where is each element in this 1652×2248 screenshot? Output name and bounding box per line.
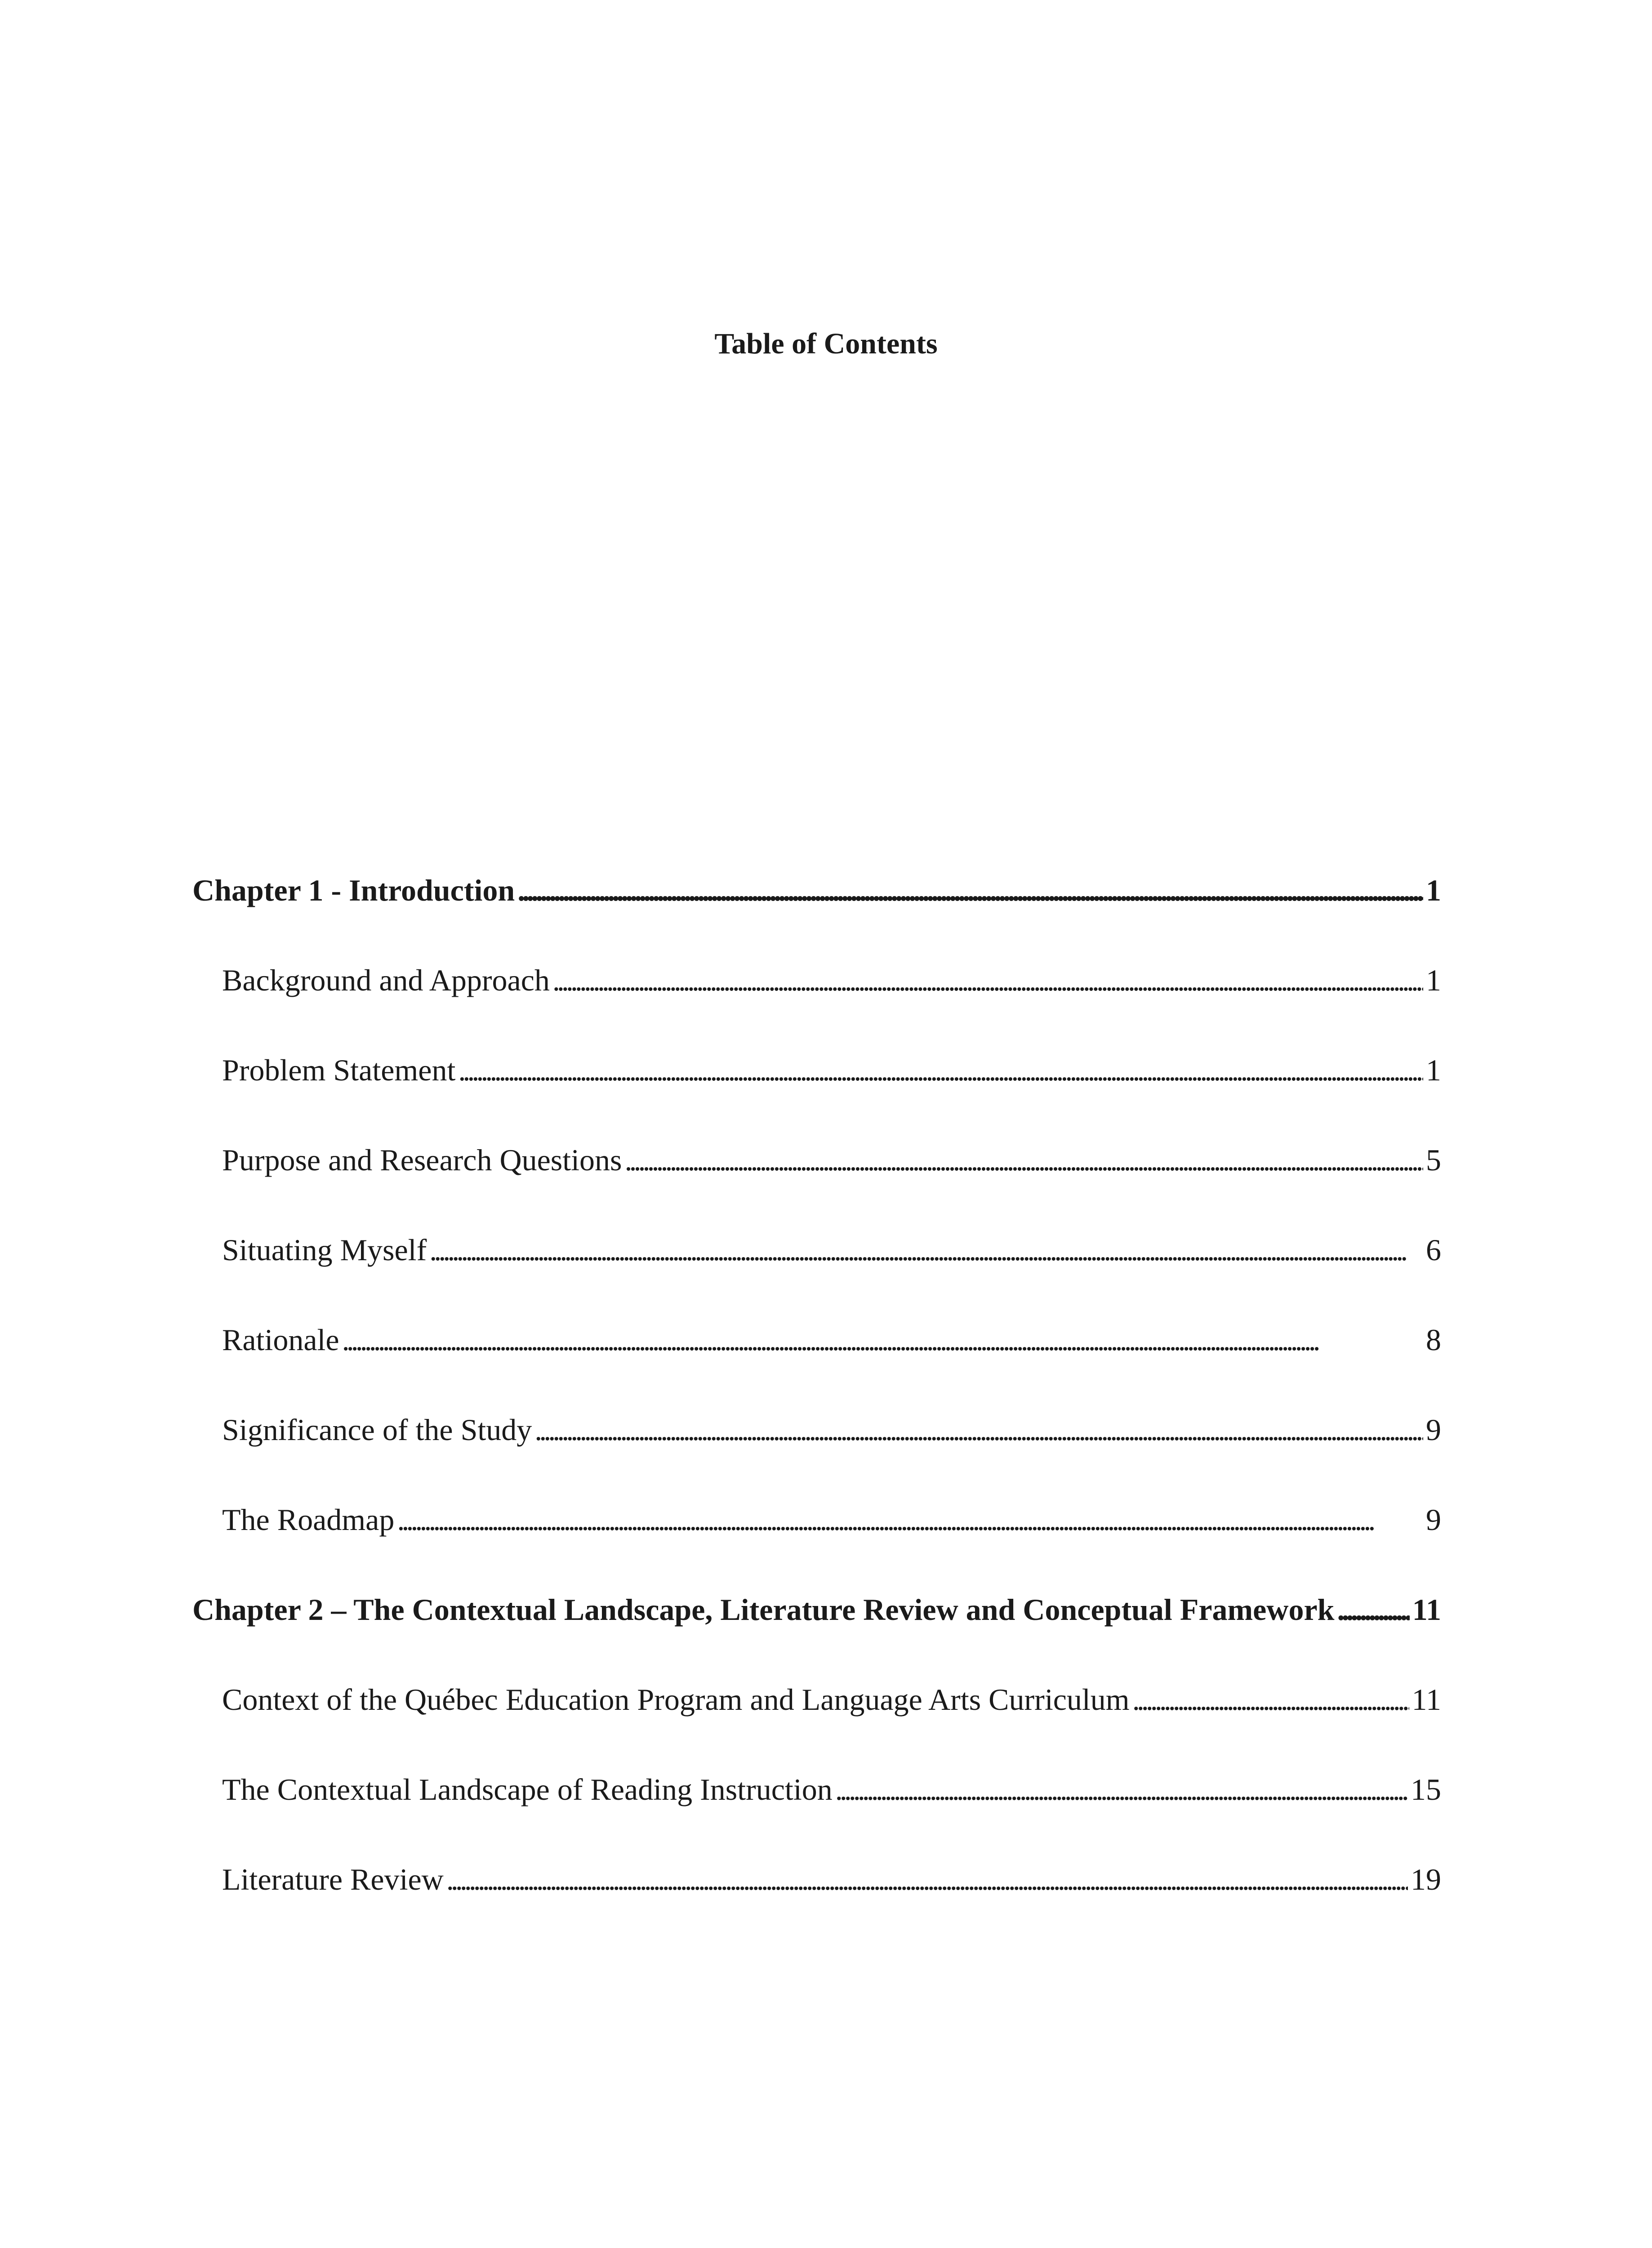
- toc-entry-title: Chapter 1 - Introduction: [192, 873, 515, 907]
- toc-dot-leader: [397, 1499, 1423, 1540]
- toc-entry-chapter: [192, 1589, 1441, 1679]
- toc-entry-title: Purpose and Research Questions: [222, 1143, 622, 1177]
- toc-entry-section: [192, 1499, 1441, 1589]
- toc-dot-leader: [429, 1230, 1423, 1270]
- toc-entry-section: [192, 1140, 1441, 1230]
- toc-page-number: 8: [1426, 1323, 1441, 1357]
- toc-entry-section: [192, 1050, 1441, 1140]
- toc-page-number: 9: [1426, 1503, 1441, 1537]
- toc-entry-section: [192, 1230, 1441, 1320]
- toc-entry-section: [192, 1769, 1441, 1859]
- toc-entry-title: Rationale: [222, 1323, 339, 1357]
- toc-entry-section: [192, 1320, 1441, 1409]
- toc-page-number: 11: [1412, 1682, 1441, 1717]
- toc-page-number: 9: [1426, 1413, 1441, 1447]
- toc-dot-leader: [835, 1769, 1408, 1810]
- toc-entry-section: [192, 1409, 1441, 1499]
- toc-entry-chapter: [192, 870, 1441, 960]
- toc-entry-title: Background and Approach: [222, 963, 550, 997]
- toc-entry-title: Chapter 2 – The Contextual Landscape, Literature Review and Conceptual Framework: [192, 1592, 1335, 1627]
- toc-list: [192, 870, 1441, 1949]
- toc-entry-title: Significance of the Study: [222, 1413, 532, 1447]
- toc-page-number: 1: [1426, 1053, 1441, 1087]
- toc-entry-title: Situating Myself: [222, 1233, 427, 1267]
- toc-page-number: 5: [1426, 1143, 1441, 1177]
- toc-entry-section: [192, 1679, 1441, 1769]
- toc-page-number: 1: [1426, 963, 1441, 997]
- toc-dot-leader: [552, 960, 1423, 1000]
- page-title: Table of Contents: [714, 327, 938, 360]
- toc-entry-title: Literature Review: [222, 1862, 444, 1896]
- toc-dot-leader: [446, 1859, 1408, 1900]
- toc-dot-leader: [342, 1320, 1423, 1360]
- toc-page-number: 1: [1426, 873, 1441, 907]
- toc-page-number: 15: [1411, 1772, 1441, 1806]
- toc-entry-title: Problem Statement: [222, 1053, 456, 1087]
- toc-dot-leader: [458, 1050, 1423, 1090]
- toc-entry-section: [192, 1859, 1441, 1949]
- toc-entry-title: The Contextual Landscape of Reading Instruction: [222, 1772, 833, 1806]
- toc-page-number: 11: [1412, 1592, 1441, 1627]
- toc-page-number: 6: [1426, 1233, 1441, 1267]
- toc-page-number: 19: [1411, 1862, 1441, 1896]
- toc-dot-leader: [1337, 1589, 1409, 1630]
- toc-dot-leader: [534, 1409, 1423, 1450]
- toc-entry-title: The Roadmap: [222, 1503, 395, 1537]
- toc-dot-leader: [624, 1140, 1423, 1180]
- toc-dot-leader: [517, 870, 1423, 910]
- toc-dot-leader: [1132, 1679, 1409, 1720]
- toc-entry-section: [192, 960, 1441, 1050]
- toc-entry-title: Context of the Québec Education Program and Language Arts Curriculum: [222, 1682, 1130, 1717]
